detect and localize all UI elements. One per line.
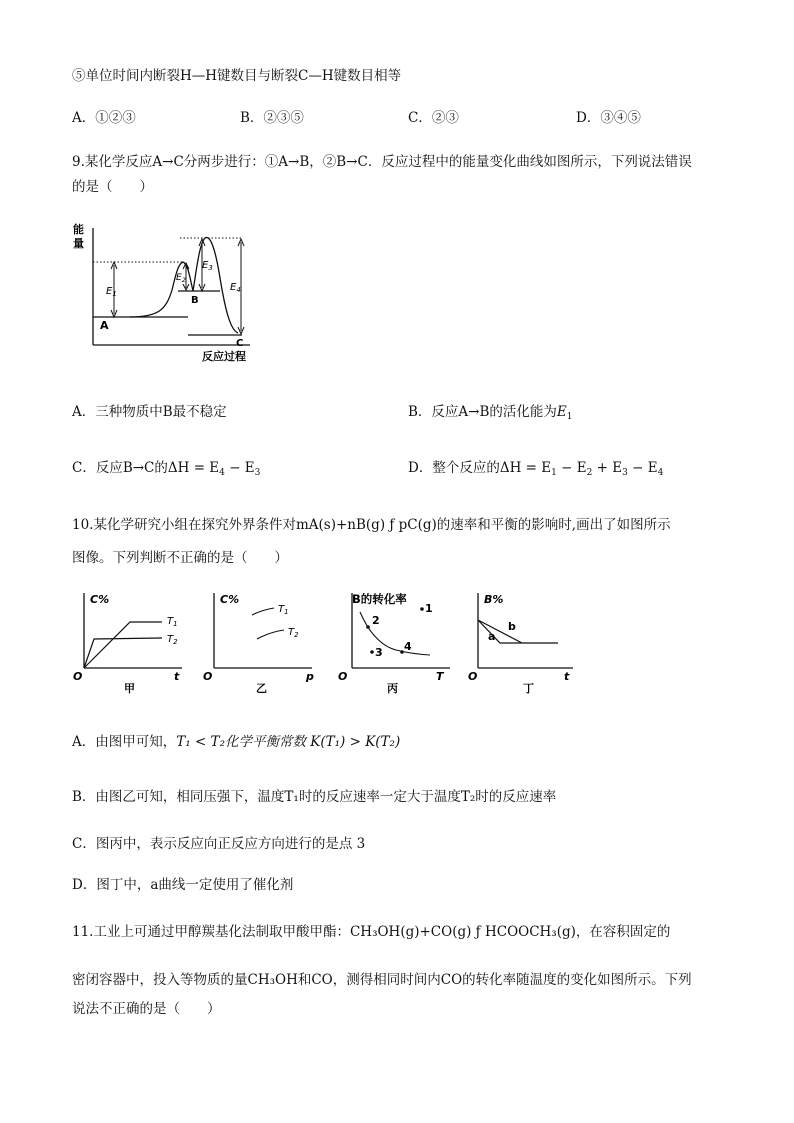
q8-option-a: A．①②③ (72, 110, 136, 126)
bing-point-3: 3 (375, 646, 383, 659)
yi-name: 乙 (256, 682, 267, 695)
q9-option-c: C．反应B→C的$\Delta H = E_4 - E_3$ (72, 460, 261, 478)
energy-diagram (70, 218, 270, 368)
label-b: B (191, 295, 199, 306)
bing-ylabel: B的转化率 (352, 592, 407, 606)
q9-stem-line1: 9.某化学反应A→C分两步进行：①A→B，②B→C．反应过程中的能量变化曲线如图所示，下列说法错误 (72, 154, 692, 170)
q9-option-b: B．反应A→B的活化能为$E_1$ (408, 404, 573, 422)
bing-name: 丙 (387, 682, 398, 695)
q11-stem-line3: 说法不正确的是（ ） (72, 1001, 221, 1017)
e4-label: $E_4$ (230, 282, 241, 294)
jia-origin: O (73, 670, 83, 683)
jia-xlabel: t (174, 670, 180, 683)
graph-bing (332, 588, 462, 698)
y-label-char1: 能 (73, 223, 84, 236)
yi-t2: $T_2$ (288, 627, 299, 639)
q10-stem-line1: 10.某化学研究小组在探究外界条件对mA(s)+nB(g) ƒ pC(g)的速率和平衡的影响时,画出了如图所示 (72, 517, 671, 533)
ding-label-b: b (508, 620, 516, 633)
ding-name: 丁 (523, 682, 534, 695)
q10-option-b: B．由图乙可知，相同压强下，温度T₁时的反应速率一定大于温度T₂时的反应速率 (72, 789, 557, 805)
ding-xlabel: t (564, 670, 570, 683)
q8-option-c: C．②③ (408, 110, 459, 126)
bing-point-4: 4 (404, 640, 412, 653)
ding-ylabel: B% (484, 593, 504, 606)
jia-t1: $T_1$ (167, 616, 178, 628)
q10-option-d: D．图丁中，a曲线一定使用了催化剂 (72, 877, 294, 893)
graph-jia (70, 588, 200, 698)
yi-xlabel: p (306, 670, 314, 683)
label-c: C (236, 338, 244, 349)
ding-origin: O (468, 670, 478, 683)
q8-option-b: B．②③⑤ (240, 110, 304, 126)
e2-label: $E_2$ (176, 273, 186, 284)
bing-point-1: 1 (425, 602, 433, 615)
q10-option-c: C．图丙中，表示反应向正反应方向进行的是点 3 (72, 836, 366, 852)
yi-t1: $T_1$ (278, 604, 289, 616)
graph-ding (468, 588, 588, 698)
q9-option-a: A．三种物质中B最不稳定 (72, 404, 227, 420)
ding-label-a: a (488, 630, 496, 643)
bing-xlabel: T (436, 670, 444, 683)
question-8-item-5: ⑤单位时间内断裂H—H键数目与断裂C—H键数目相等 (72, 68, 402, 84)
e3-label: $E_3$ (202, 260, 213, 272)
q9-stem-line2: 的是（ ） (72, 179, 153, 195)
bing-point-2: 2 (372, 614, 380, 627)
e1-label: $E_1$ (106, 286, 117, 298)
q10-stem-line2: 图像。下列判断不正确的是（ ） (72, 550, 288, 566)
graph-yi (200, 588, 330, 698)
q8-option-d: D．③④⑤ (576, 110, 641, 126)
yi-origin: O (203, 670, 213, 683)
jia-ylabel: C% (90, 593, 110, 606)
jia-name: 甲 (124, 682, 135, 695)
jia-t2: $T_2$ (167, 634, 178, 646)
q10-option-a: A．由图甲可知，T₁ < T₂化学平衡常数 K(T₁) > K(T₂) (72, 734, 401, 750)
yi-ylabel: C% (220, 593, 240, 606)
q11-stem-line2: 密闭容器中，投入等物质的量CH₃OH和CO，测得相同时间内CO的转化率随温度的变化如图所示。下列 (72, 972, 692, 988)
label-a: A (100, 319, 109, 332)
bing-origin: O (338, 670, 348, 683)
q9-option-d: D．整个反应的$\Delta H = E_1 - E_2 + E_3 - E_4$ (408, 460, 664, 478)
y-label-char2: 量 (73, 237, 84, 250)
q11-stem-line1: 11.工业上可通过甲醇羰基化法制取甲酸甲酯：CH₃OH(g)+CO(g) ƒ HCOOCH₃(g)，在容积固定的 (72, 924, 671, 940)
x-label: 反应过程 (202, 350, 246, 363)
